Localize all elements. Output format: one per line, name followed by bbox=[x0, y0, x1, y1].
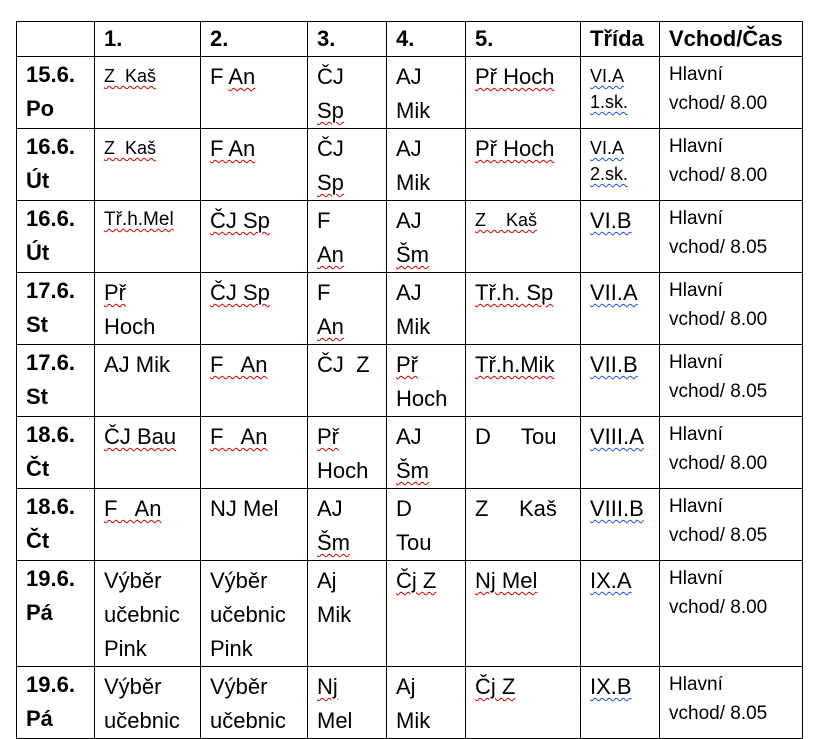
period-4-cell bbox=[387, 561, 466, 667]
entrance-cell bbox=[660, 489, 803, 561]
header-period-2: 2. bbox=[201, 22, 308, 57]
entrance-cell bbox=[660, 667, 803, 739]
date: 18.6. bbox=[26, 494, 75, 519]
date: 17.6. bbox=[26, 278, 75, 303]
text: učebnic bbox=[210, 708, 286, 733]
table-row bbox=[17, 667, 803, 739]
period-3-cell bbox=[308, 129, 387, 201]
date-cell bbox=[17, 273, 95, 345]
subject: AJ bbox=[317, 496, 343, 521]
lesson: F An bbox=[210, 136, 256, 161]
date-cell bbox=[17, 489, 95, 561]
subject: AJ bbox=[396, 208, 422, 233]
date: 19.6. bbox=[26, 566, 75, 591]
period-3-cell bbox=[308, 273, 387, 345]
period-3-cell bbox=[308, 667, 387, 739]
lesson: Tř.h.Mel bbox=[104, 209, 174, 230]
period-4-cell bbox=[387, 201, 466, 273]
class: VIII.B bbox=[590, 496, 644, 521]
date-cell bbox=[17, 417, 95, 489]
period-2-cell bbox=[201, 57, 308, 129]
teacher: Tou bbox=[396, 530, 432, 555]
lesson: ČJ Z bbox=[317, 352, 370, 377]
period-2-cell bbox=[201, 417, 308, 489]
period-2-cell bbox=[201, 201, 308, 273]
period-1-cell bbox=[95, 273, 201, 345]
time: vchod/ 8.05 bbox=[669, 703, 768, 724]
subject: F bbox=[317, 280, 331, 305]
period-5-cell bbox=[466, 489, 581, 561]
date-cell bbox=[17, 561, 95, 667]
period-4-cell bbox=[387, 417, 466, 489]
teacher: Sp bbox=[317, 170, 344, 195]
period-1-cell bbox=[95, 201, 201, 273]
entrance-cell bbox=[660, 201, 803, 273]
period-3-cell bbox=[308, 417, 387, 489]
header-period-5: 5. bbox=[466, 22, 581, 57]
subject: D bbox=[396, 496, 412, 521]
teacher: An bbox=[228, 64, 256, 89]
entrance: Hlavní bbox=[669, 496, 723, 517]
date: 15.6. bbox=[26, 62, 75, 87]
lesson: ČJ Bau bbox=[104, 424, 177, 449]
table-row bbox=[17, 201, 803, 273]
period-5-cell bbox=[466, 273, 581, 345]
period-2-cell bbox=[201, 561, 308, 667]
date: 16.6. bbox=[26, 134, 75, 159]
lesson: Z Kaš bbox=[104, 66, 157, 86]
table-row bbox=[17, 489, 803, 561]
period-4-cell bbox=[387, 489, 466, 561]
period-5-cell bbox=[466, 129, 581, 201]
time: vchod/ 8.05 bbox=[669, 525, 768, 546]
teacher: Šm bbox=[396, 242, 429, 267]
header-class: Třída bbox=[581, 22, 660, 57]
date-cell bbox=[17, 667, 95, 739]
period-2-cell bbox=[201, 345, 308, 417]
class: VIII.A bbox=[590, 424, 644, 449]
entrance: Hlavní bbox=[669, 64, 723, 85]
table-row bbox=[17, 345, 803, 417]
header-corner-cell bbox=[17, 22, 95, 57]
class-cell bbox=[581, 561, 660, 667]
subject: AJ bbox=[396, 64, 422, 89]
period-2-cell bbox=[201, 667, 308, 739]
table-row bbox=[17, 561, 803, 667]
lesson: Z Kaš bbox=[475, 210, 538, 230]
text: Výběr bbox=[210, 568, 268, 593]
schedule-table bbox=[16, 21, 803, 739]
header-period-4: 4. bbox=[387, 22, 466, 57]
entrance-cell bbox=[660, 273, 803, 345]
teacher: An bbox=[317, 242, 344, 267]
lesson: F An bbox=[210, 424, 268, 449]
lesson: Nj Mel bbox=[475, 568, 538, 593]
lesson: NJ Mel bbox=[210, 496, 279, 521]
period-2-cell bbox=[201, 129, 308, 201]
entrance-cell bbox=[660, 417, 803, 489]
text: Výběr bbox=[104, 674, 162, 699]
class-cell bbox=[581, 417, 660, 489]
date-cell bbox=[17, 129, 95, 201]
lesson: AJ Mik bbox=[104, 352, 170, 377]
period-2-cell bbox=[201, 273, 308, 345]
subject: AJ bbox=[396, 280, 422, 305]
period-5-cell bbox=[466, 201, 581, 273]
time: vchod/ 8.05 bbox=[669, 381, 768, 402]
teacher: Šm bbox=[396, 458, 429, 483]
class: IX.B bbox=[590, 674, 632, 699]
teacher: Hoch bbox=[104, 314, 156, 339]
date-cell bbox=[17, 201, 95, 273]
text: učebnic bbox=[104, 708, 180, 733]
lesson: Tř.h. Sp bbox=[475, 280, 554, 305]
day: St bbox=[26, 312, 48, 337]
time: vchod/ 8.00 bbox=[669, 309, 768, 330]
period-3-cell bbox=[308, 561, 387, 667]
entrance: Hlavní bbox=[669, 208, 723, 229]
text: Výběr bbox=[210, 674, 268, 699]
period-4-cell bbox=[387, 273, 466, 345]
day: Pá bbox=[26, 706, 53, 731]
lesson: ČJ Sp bbox=[210, 208, 270, 233]
teacher: Sp bbox=[317, 98, 344, 123]
time: vchod/ 8.00 bbox=[669, 93, 768, 114]
class: VI.A bbox=[590, 66, 625, 86]
group: 2.sk. bbox=[590, 164, 629, 184]
header-period-3: 3. bbox=[308, 22, 387, 57]
teacher: Pink bbox=[210, 636, 253, 661]
entrance: Hlavní bbox=[669, 136, 723, 157]
teacher: Mik bbox=[396, 708, 431, 733]
group: 1.sk. bbox=[590, 92, 629, 112]
table-row bbox=[17, 417, 803, 489]
lesson: ČJ Sp bbox=[210, 280, 270, 305]
period-5-cell bbox=[466, 667, 581, 739]
time: vchod/ 8.00 bbox=[669, 453, 768, 474]
time: vchod/ 8.00 bbox=[669, 597, 768, 618]
time: vchod/ 8.05 bbox=[669, 237, 768, 258]
period-1-cell bbox=[95, 345, 201, 417]
subject: Př bbox=[396, 352, 418, 377]
period-3-cell bbox=[308, 201, 387, 273]
teacher: Hoch bbox=[396, 386, 448, 411]
subject: AJ bbox=[396, 424, 422, 449]
header-row bbox=[17, 22, 803, 57]
teacher: Mik bbox=[396, 314, 431, 339]
lesson: Z Kaš bbox=[475, 496, 557, 521]
entrance: Hlavní bbox=[669, 674, 723, 695]
lesson: D Tou bbox=[475, 424, 557, 449]
period-4-cell bbox=[387, 345, 466, 417]
class: IX.A bbox=[590, 568, 632, 593]
period-1-cell bbox=[95, 57, 201, 129]
class: VII.B bbox=[590, 352, 638, 377]
lesson: Př Hoch bbox=[475, 64, 555, 89]
date: 16.6. bbox=[26, 206, 75, 231]
subject: ČJ bbox=[317, 136, 344, 161]
teacher: Mel bbox=[317, 708, 353, 733]
entrance-cell bbox=[660, 57, 803, 129]
period-1-cell bbox=[95, 667, 201, 739]
period-4-cell bbox=[387, 57, 466, 129]
period-3-cell bbox=[308, 345, 387, 417]
lesson: Z Kaš bbox=[104, 138, 157, 158]
class: VI.B bbox=[590, 208, 632, 233]
subject: Nj bbox=[317, 674, 338, 699]
period-5-cell bbox=[466, 345, 581, 417]
lesson: Př Hoch bbox=[475, 136, 555, 161]
subject: Aj bbox=[317, 568, 337, 593]
lesson: F An bbox=[210, 64, 256, 89]
period-5-cell bbox=[466, 417, 581, 489]
subject: ČJ bbox=[317, 64, 344, 89]
period-4-cell bbox=[387, 667, 466, 739]
class: VI.A bbox=[590, 138, 625, 158]
period-1-cell bbox=[95, 417, 201, 489]
teacher: Hoch bbox=[317, 458, 369, 483]
class-cell bbox=[581, 129, 660, 201]
date: 17.6. bbox=[26, 350, 75, 375]
text: učebnic bbox=[104, 602, 180, 627]
teacher: An bbox=[317, 314, 344, 339]
day: Čt bbox=[26, 528, 50, 553]
class: VII.A bbox=[590, 280, 638, 305]
period-3-cell bbox=[308, 57, 387, 129]
class-cell bbox=[581, 489, 660, 561]
lesson: F An bbox=[104, 496, 162, 521]
teacher: Mik bbox=[396, 98, 431, 123]
date-cell bbox=[17, 345, 95, 417]
class-cell bbox=[581, 201, 660, 273]
table-row bbox=[17, 129, 803, 201]
teacher: Šm bbox=[317, 530, 350, 555]
teacher: Mik bbox=[396, 170, 431, 195]
class-cell bbox=[581, 273, 660, 345]
class-cell bbox=[581, 57, 660, 129]
header-entrance-time: Vchod/Čas bbox=[660, 22, 803, 57]
text: Výběr bbox=[104, 568, 162, 593]
lesson: Tř.h.Mik bbox=[475, 352, 555, 377]
entrance: Hlavní bbox=[669, 280, 723, 301]
lesson: F An bbox=[210, 352, 268, 377]
entrance-cell bbox=[660, 561, 803, 667]
teacher: Mik bbox=[317, 602, 352, 627]
time: vchod/ 8.00 bbox=[669, 165, 768, 186]
period-4-cell bbox=[387, 129, 466, 201]
subject: Př bbox=[317, 424, 339, 449]
subject: AJ bbox=[396, 136, 422, 161]
period-5-cell bbox=[466, 561, 581, 667]
day: Čt bbox=[26, 456, 50, 481]
text: učebnic bbox=[210, 602, 286, 627]
subject: Př bbox=[104, 280, 126, 305]
period-2-cell bbox=[201, 489, 308, 561]
entrance: Hlavní bbox=[669, 568, 723, 589]
header-period-1: 1. bbox=[95, 22, 201, 57]
period-1-cell bbox=[95, 129, 201, 201]
date: 19.6. bbox=[26, 672, 75, 697]
day: St bbox=[26, 384, 48, 409]
subject: Aj bbox=[396, 674, 416, 699]
day: Po bbox=[26, 96, 55, 121]
entrance-cell bbox=[660, 129, 803, 201]
table-row bbox=[17, 273, 803, 345]
lesson: Čj Z bbox=[475, 674, 516, 699]
lesson: Čj Z bbox=[396, 568, 437, 593]
class-cell bbox=[581, 667, 660, 739]
day: Pá bbox=[26, 600, 53, 625]
day: Út bbox=[26, 168, 50, 193]
period-5-cell bbox=[466, 57, 581, 129]
date-cell bbox=[17, 57, 95, 129]
teacher: Pink bbox=[104, 636, 147, 661]
class-cell bbox=[581, 345, 660, 417]
entrance: Hlavní bbox=[669, 352, 723, 373]
entrance-cell bbox=[660, 345, 803, 417]
date: 18.6. bbox=[26, 422, 75, 447]
period-3-cell bbox=[308, 489, 387, 561]
period-1-cell bbox=[95, 489, 201, 561]
period-1-cell bbox=[95, 561, 201, 667]
day: Út bbox=[26, 240, 50, 265]
subject: F bbox=[317, 208, 331, 233]
table-row bbox=[17, 57, 803, 129]
entrance: Hlavní bbox=[669, 424, 723, 445]
